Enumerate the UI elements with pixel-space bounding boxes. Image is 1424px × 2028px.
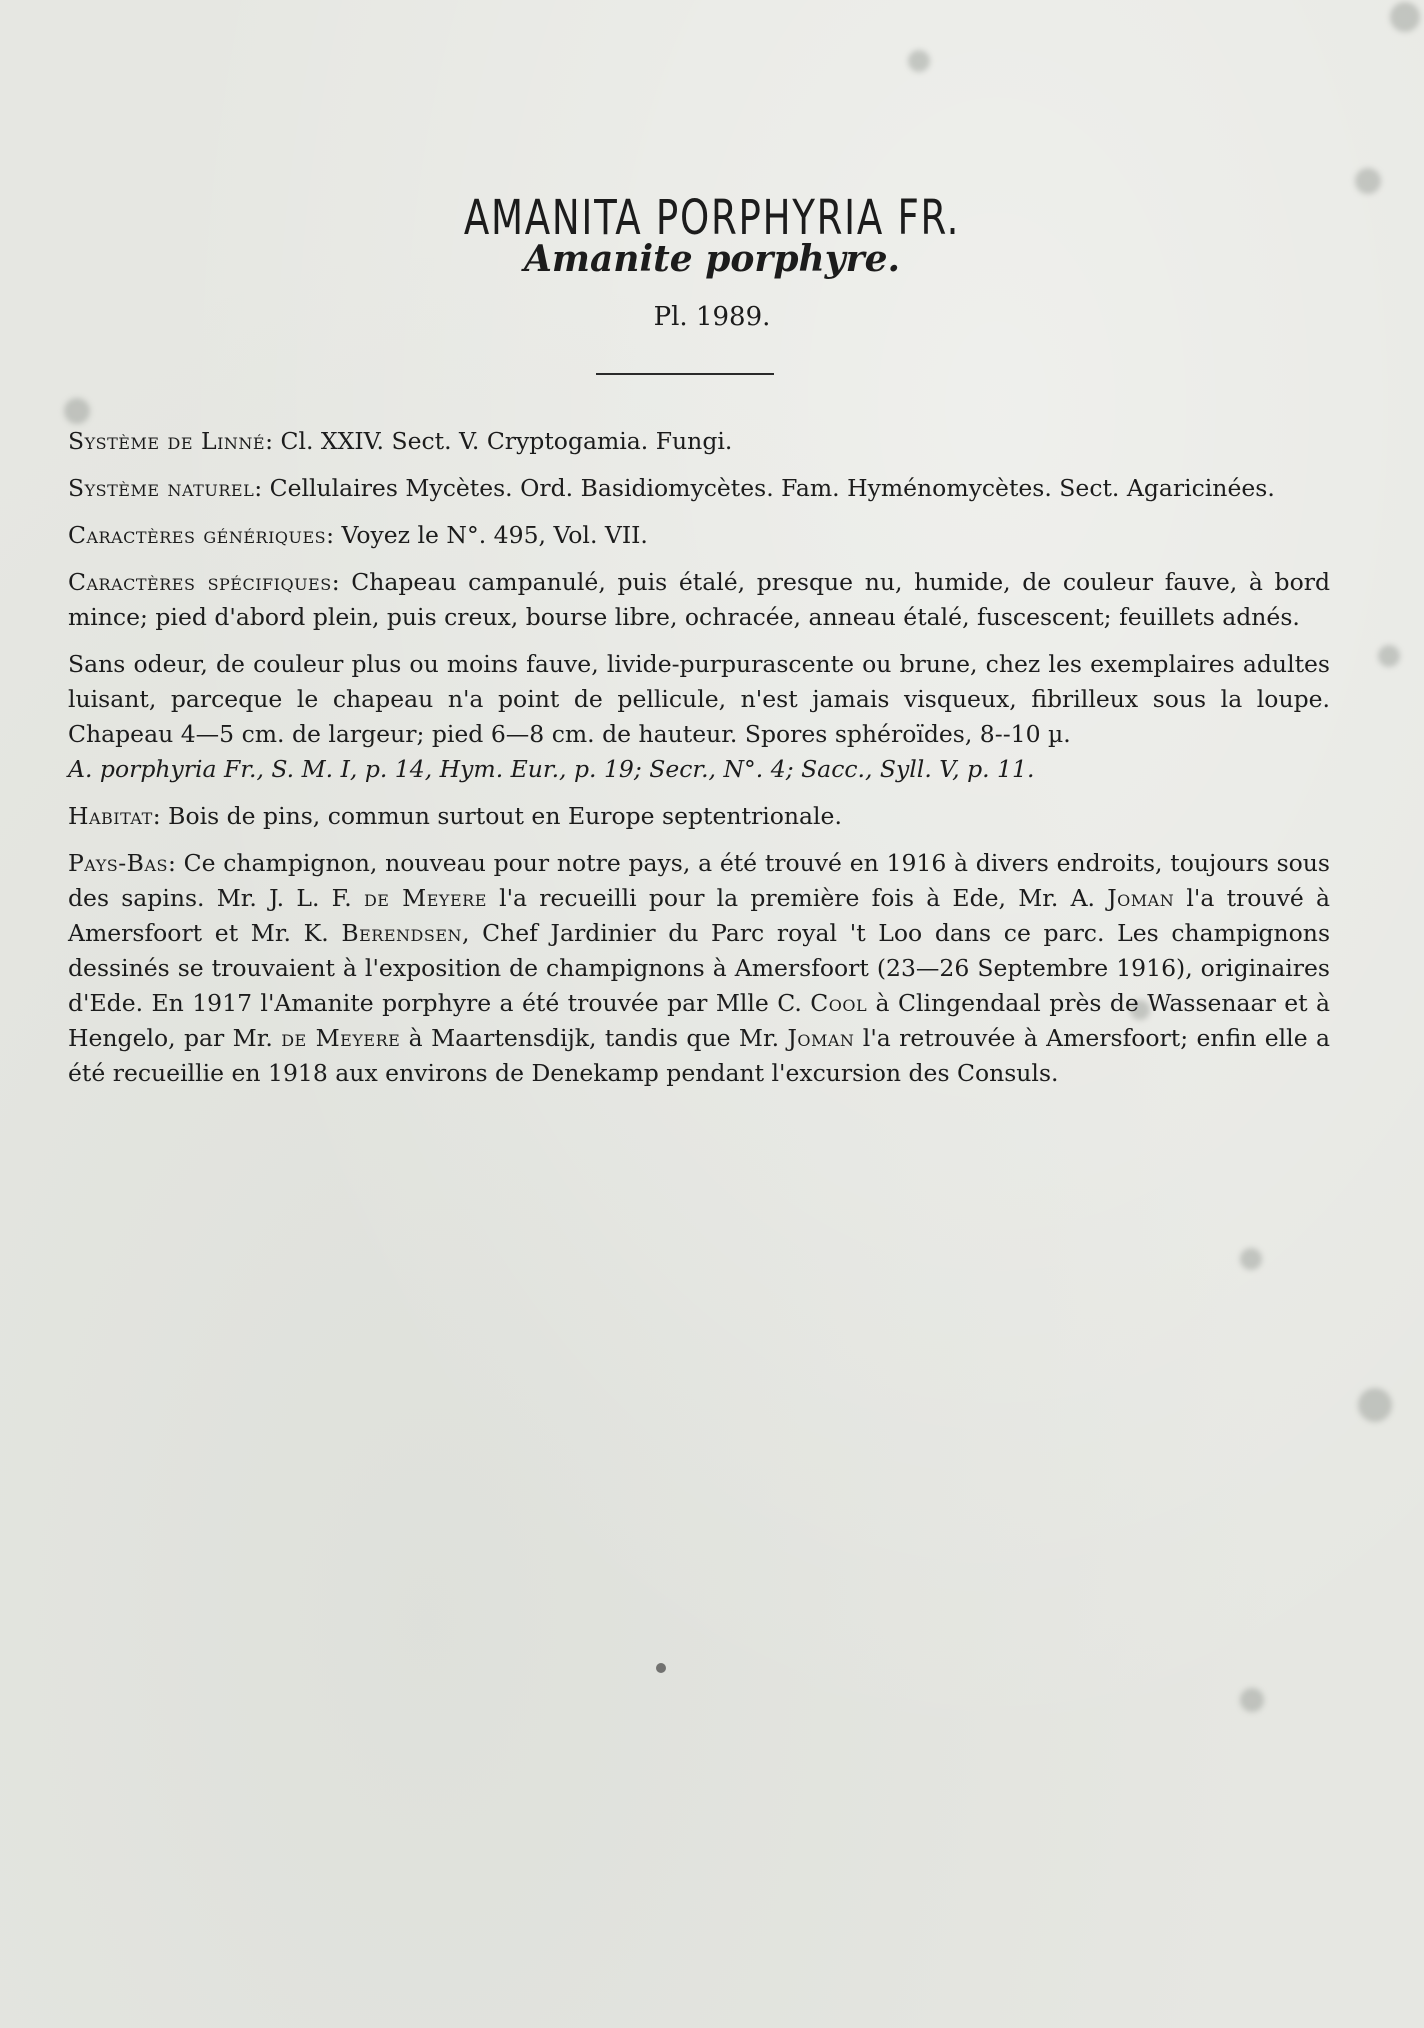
- paper-spot: [1378, 645, 1400, 667]
- person-name: de Meyere: [363, 884, 487, 912]
- species-title: AMANITA PORPHYRIA FR.: [463, 190, 961, 247]
- specifiques-label: Caractères spécifiques: [68, 568, 332, 596]
- naturel-text: : Cellulaires Mycètes. Ord. Basidiomycètes. Fam. Hyménomycètes. Sect. Agaricinées.: [254, 474, 1275, 502]
- paysbas-text: l'a retrouvée à Amersfoort; enfin elle a été recueillie en 1918 aux environs de Denekamp pendant l'excursion des Consuls.: [68, 1024, 1330, 1087]
- paysbas-text: : Ce champignon, nouveau pour notre pays, a été trouvé en 1916 à divers endroits, toujours sous des sapins. Mr. J. L. F.: [68, 849, 1330, 912]
- generiques-text: : Voyez le N°. 495, Vol. VII.: [326, 521, 648, 549]
- habitat-paragraph: [68, 799, 1330, 834]
- paper-spot: [64, 398, 90, 424]
- paysbas-text: à Clingendaal près de Wassenaar et à Hengelo, par Mr.: [68, 989, 1331, 1052]
- references-paragraph: [68, 752, 1330, 787]
- linne-paragraph: [68, 424, 1330, 459]
- person-name: Joman: [1107, 884, 1175, 912]
- paper-spot: [908, 50, 930, 72]
- specifiques-paragraph: [68, 565, 1330, 635]
- description-text: Sans odeur, de couleur plus ou moins fauve, livide-purpurascente ou brune, chez les exemplaires adultes luisant, parceque le chapeau n'a point de pellicule, n'est jamais visqueux, fibrilleux sous la loupe. Chapeau 4—5 cm. de largeur; pied 6—8 cm. de hauteur. Spores sphéroïdes, 8--10 µ.: [68, 650, 1330, 748]
- references-text: A. porphyria Fr., S. M. I, p. 14, Hym. Eur., p. 19; Secr., N°. 4; Sacc., Syll. V, p. 11.: [68, 755, 1035, 783]
- habitat-label: Habitat: [68, 802, 153, 830]
- linne-text: : Cl. XXIV. Sect. V. Cryptogamia. Fungi.: [265, 427, 733, 455]
- generiques-label: Caractères génériques: [68, 521, 327, 549]
- paysbas-text: à Maartensdijk, tandis que Mr.: [400, 1024, 788, 1052]
- habitat-text: : Bois de pins, commun surtout en Europe septentrionale.: [152, 802, 842, 830]
- species-subtitle: Amanite porphyre.: [523, 238, 901, 280]
- description-paragraph: [68, 647, 1330, 752]
- generiques-paragraph: [68, 518, 1330, 553]
- paysbas-label: Pays-Bas: [68, 849, 168, 877]
- paper-spot: [1240, 1688, 1264, 1712]
- person-name: de Meyere: [281, 1024, 401, 1052]
- paper-spot: [656, 1663, 666, 1673]
- title-rule: [596, 373, 774, 375]
- paysbas-text: , Chef Jardinier du Parc royal 't Loo dans ce parc. Les champignons dessinés se trouvaient à l'exposition de champignons à Amersfoort (23—26 Septembre 1916), originaires d'Ede. En 1917 l'Amanite porphyre a été trouvée par Mlle C.: [68, 919, 1331, 1017]
- paper-spot: [1240, 1248, 1262, 1270]
- paper-spot: [1355, 168, 1381, 194]
- paysbas-text: l'a trouvé à Amersfoort et Mr. K.: [68, 884, 1330, 947]
- paysbas-paragraph: [68, 846, 1330, 1091]
- person-name: Cool: [810, 989, 868, 1017]
- paper-spot: [1390, 2, 1420, 32]
- paysbas-text: l'a recueilli pour la première fois à Ede, Mr. A.: [486, 884, 1108, 912]
- specifiques-text: : Chapeau campanulé, puis étalé, presque nu, humide, de couleur fauve, à bord mince; pied d'abord plein, puis creux, bourse libre, ochracée, anneau étalé, fuscescent; feuillets adnés.: [68, 568, 1330, 631]
- linne-label: Système de Linné: [68, 427, 266, 455]
- person-name: Berendsen: [341, 919, 463, 947]
- paper-spot: [1358, 1388, 1392, 1422]
- article-body: [68, 424, 1330, 1103]
- plate-number: Pl. 1989.: [653, 302, 771, 332]
- naturel-paragraph: [68, 471, 1330, 506]
- person-name: Joman: [787, 1024, 855, 1052]
- naturel-label: Système naturel: [68, 474, 255, 502]
